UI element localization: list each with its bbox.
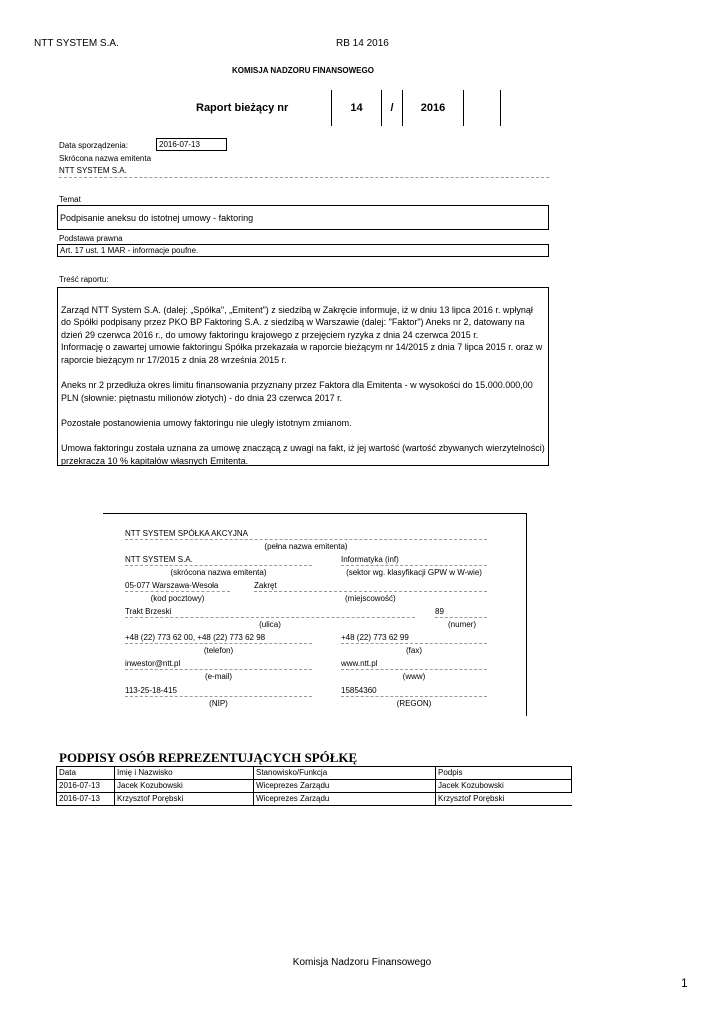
issuer-email-label: (e-mail) xyxy=(204,672,233,681)
report-spacer-box xyxy=(464,90,501,126)
issuer-regon-label: (REGON) xyxy=(396,699,432,708)
header-name: Imię i Nazwisko xyxy=(115,767,254,780)
row-name: Krzysztof Porębski xyxy=(115,793,254,806)
issuer-number-row xyxy=(435,607,487,618)
issuer-city-row xyxy=(254,581,487,592)
header-date: Data xyxy=(57,767,115,780)
issuer-fax: +48 (22) 773 62 99 xyxy=(341,633,409,642)
issuer-regon: 15854360 xyxy=(341,686,377,695)
row-signature: Jacek Kozubowski xyxy=(436,780,572,793)
issuer-phone-row xyxy=(125,633,312,644)
row-date: 2016-07-13 xyxy=(57,793,115,806)
issuer-street: Trakt Brzeski xyxy=(125,607,172,616)
issuer-short-name-label: (skrócona nazwa emitenta) xyxy=(170,568,267,577)
issuer-short-name: NTT SYSTEM S.A. xyxy=(125,555,193,564)
issuer-short-name-row xyxy=(125,555,312,566)
topic-value: Podpisanie aneksu do istotnej umowy - faktoring xyxy=(57,205,549,230)
content-paragraph-4: Umowa faktoringu została uznana za umowę znaczącą z uwagi na fakt, iż jej wartość (wartość zbywanych wierzytelności) przekracza 10 % kapitałów własnych Emitenta. xyxy=(61,443,545,466)
commission-title: KOMISJA NADZORU FINANSOWEGO xyxy=(232,66,374,75)
issuer-fax-row xyxy=(341,633,487,644)
issuer-postal-code-row xyxy=(125,581,230,592)
table-row xyxy=(57,793,572,806)
table-header-row xyxy=(57,767,572,780)
topic-label: Temat xyxy=(59,195,81,204)
short-name-value: NTT SYSTEM S.A. xyxy=(59,166,127,175)
issuer-email-row xyxy=(125,659,312,670)
header-position: Stanowisko/Funkcja xyxy=(254,767,436,780)
issuer-full-name-row xyxy=(125,529,487,540)
row-date: 2016-07-13 xyxy=(57,780,115,793)
issuer-number-label: (numer) xyxy=(448,620,477,629)
issuer-number: 89 xyxy=(435,607,444,616)
content-body xyxy=(57,287,549,466)
issuer-postal-code-label: (kod pocztowy) xyxy=(150,594,205,603)
row-position: Wiceprezes Zarządu xyxy=(254,780,436,793)
content-label: Treść raportu: xyxy=(59,275,109,284)
issuer-city-label: (miejscowość) xyxy=(345,594,396,603)
header-signature: Podpis xyxy=(436,767,572,780)
issuer-sector-label: (sektor wg. klasyfikacji GPW w W-wie) xyxy=(346,568,482,577)
issuer-street-row xyxy=(125,607,415,618)
page-number: 1 xyxy=(681,976,688,990)
date-label: Data sporządzenia: xyxy=(59,141,128,150)
issuer-phone: +48 (22) 773 62 00, +48 (22) 773 62 98 xyxy=(125,633,266,642)
report-separator: / xyxy=(390,102,394,114)
issuer-city: Zakręt xyxy=(254,581,277,590)
report-number: 14 xyxy=(331,90,382,126)
issuer-nip-label: (NIP) xyxy=(209,699,228,708)
issuer-full-name: NTT SYSTEM SPÓŁKA AKCYJNA xyxy=(125,529,248,538)
legal-value: Art. 17 ust. 1 MAR - informacje poufne. xyxy=(57,244,549,257)
footer-text: Komisja Nadzoru Finansowego xyxy=(292,957,432,968)
issuer-email[interactable]: inwestor@ntt.pl xyxy=(125,659,181,668)
signatures-table xyxy=(56,766,572,806)
issuer-nip: 113-25-18-415 xyxy=(125,686,177,695)
report-label: Raport bieżący nr xyxy=(196,102,289,114)
issuer-www-label: (www) xyxy=(402,672,426,681)
issuer-fax-label: (fax) xyxy=(406,646,422,655)
report-year: 2016 xyxy=(402,90,464,126)
row-name: Jacek Kozubowski xyxy=(115,780,254,793)
issuer-sector-row xyxy=(341,555,487,566)
legal-label: Podstawa prawna xyxy=(59,234,123,243)
row-position: Wiceprezes Zarządu xyxy=(254,793,436,806)
content-paragraph-2: Aneks nr 2 przedłuża okres limitu finansowania przyznany przez Faktora dla Emitenta - w wysokości do 15.000.000,00 PLN (słownie: piętnastu milionów złotych) - do dnia 23 czerwca 2017 r. xyxy=(61,380,533,403)
content-paragraph-1: Zarząd NTT System S.A. (dalej: „Spółka", „Emitent") z siedzibą w Zakręcie informuje, iż w dniu 13 lipca 2016 r. wpłynął do Spółki podpisany przez PKO BP Faktoring S.A. z siedzibą w Warszawie (dalej: "Faktor") Aneks nr 2, datowany na dzień 29 czerwca 2016 r., do umowy faktoringu krajowego z przejęciem ryzyka z dnia 24 czerwca 2015 r. Informację o zawartej umowie faktoringu Spółka przekazała w raporcie bieżącym nr 14/2015 z dnia 7 lipca 2015 r. oraz w raporcie bieżącym nr 17/2015 z dnia 28 września 2015 r. xyxy=(61,304,543,365)
short-name-label: Skrócona nazwa emitenta xyxy=(59,154,152,163)
issuer-www[interactable]: www.ntt.pl xyxy=(341,659,378,668)
content-paragraph-3: Pozostałe postanowienia umowy faktoringu nie uległy istotnym zmianom. xyxy=(61,417,352,428)
header-center: RB 14 2016 xyxy=(336,38,389,49)
issuer-street-label: (ulica) xyxy=(259,620,281,629)
issuer-full-name-label: (pełna nazwa emitenta) xyxy=(264,542,348,551)
issuer-postal-code: 05-077 Warszawa-Wesoła xyxy=(125,581,219,590)
short-name-row xyxy=(59,166,549,178)
issuer-nip-row xyxy=(125,686,312,697)
header-left: NTT SYSTEM S.A. xyxy=(34,38,119,49)
row-signature: Krzysztof Porębski xyxy=(436,793,572,806)
date-value: 2016-07-13 xyxy=(156,138,227,151)
issuer-regon-row xyxy=(341,686,487,697)
issuer-www-row xyxy=(341,659,487,670)
issuer-sector: Informatyka (inf) xyxy=(341,555,399,564)
table-row xyxy=(57,780,572,793)
issuer-phone-label: (telefon) xyxy=(203,646,234,655)
signatures-title: PODPISY OSÓB REPREZENTUJĄCYCH SPÓŁKĘ xyxy=(59,750,358,765)
